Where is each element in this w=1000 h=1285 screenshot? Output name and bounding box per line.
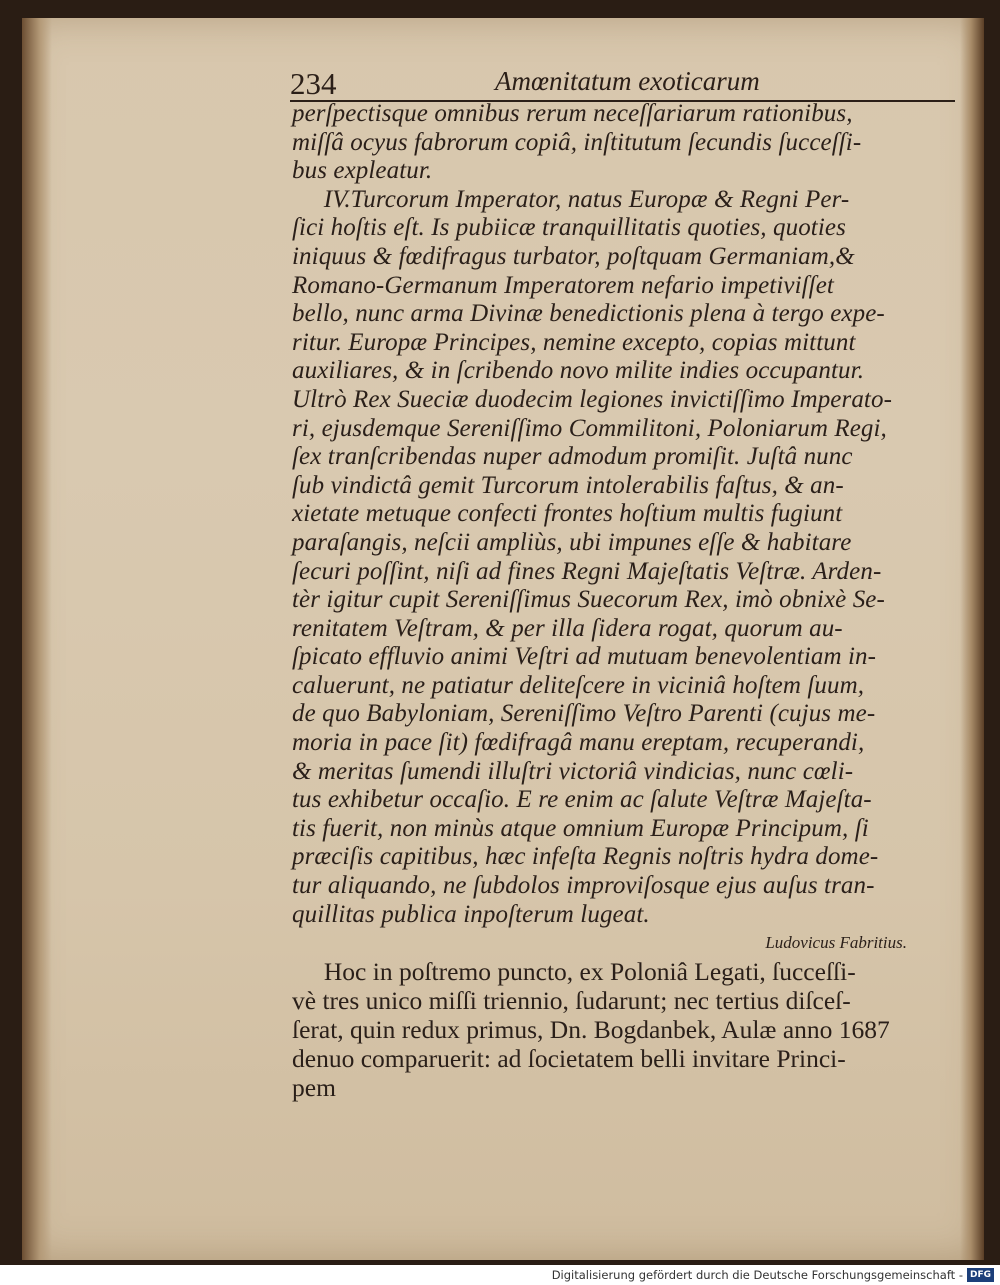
text-line: Hoc in poſtremo puncto, ex Poloniâ Legati, ſucceſſi- bbox=[292, 957, 856, 987]
text-line: moria in pace ſit) fœdifragâ manu ereptam, recuperandi, bbox=[292, 729, 865, 757]
text-line: pem bbox=[292, 1073, 336, 1103]
text-line: ritur. Europæ Principes, nemine excepto, copias mittunt bbox=[292, 328, 856, 356]
text-line: auxiliares, & in ſcribendo novo milite indies occupantur. bbox=[292, 357, 865, 385]
text-line: ri, ejusdemque Sereniſſimo Commilitoni, Poloniarum Regi, bbox=[292, 414, 887, 442]
letter-text bbox=[292, 100, 957, 929]
text-line: de quo Babyloniam, Sereniſſimo Veſtro Parenti (cujus me- bbox=[292, 700, 876, 728]
text-line: ſex tranſcribendas nuper admodum promiſit. Juſtâ nunc bbox=[292, 443, 853, 471]
footer-credit bbox=[552, 1267, 994, 1283]
signature: Ludovicus Fabritius. bbox=[765, 933, 907, 953]
text-line: miſſâ ocyus fabrorum copiâ, inſtitutum ſecundis ſucceſſi- bbox=[292, 128, 862, 156]
text-line: ſici hoſtis eſt. Is pubiicæ tranquillitatis quoties, quoties bbox=[292, 214, 846, 242]
text-line: ſerat, quin redux primus, Dn. Bogdanbek, Aulæ anno 1687 bbox=[292, 1015, 890, 1045]
text-line: bello, nunc arma Divinæ benedictionis plena à tergo expe- bbox=[292, 300, 885, 328]
text-line: paraſangis, neſcii ampliùs, ubi impunes eſſe & habitare bbox=[292, 528, 852, 556]
text-line: perſpectisque omnibus rerum neceſſariarum rationibus, bbox=[292, 100, 853, 127]
narrative-text bbox=[292, 957, 957, 1102]
body-text bbox=[292, 100, 957, 1102]
footer-credit-text: Digitalisierung gefördert durch die Deutsche Forschungsgemeinschaft - bbox=[551, 1268, 963, 1282]
text-line: ſub vindictâ gemit Turcorum intolerabilis faſtus, & an- bbox=[292, 471, 844, 499]
text-line: iniquus & fœdifragus turbator, poſtquam Germaniam,& bbox=[292, 242, 855, 270]
page-left-edge bbox=[22, 18, 52, 1260]
page-header bbox=[290, 56, 955, 102]
text-line: ſecuri poſſint, niſi ad fines Regni Majeſtatis Veſtræ. Arden- bbox=[292, 557, 882, 585]
text-line: Romano-Germanum Imperatorem nefario impetiviſſet bbox=[292, 271, 834, 299]
text-line: renitatem Veſtram, & per illa ſidera rogat, quorum au- bbox=[292, 614, 843, 642]
text-line: & meritas ſumendi illuſtri victoriâ vindicias, nunc cœli- bbox=[292, 757, 854, 785]
text-line: quillitas publica inpoſterum lugeat. bbox=[292, 900, 650, 928]
dfg-logo: DFG bbox=[967, 1268, 994, 1282]
page-right-edge bbox=[960, 18, 984, 1260]
text-line: vè tres unico miſſi triennio, ſudarunt; nec tertius diſceſ- bbox=[292, 986, 851, 1016]
running-title: Amœnitatum exoticarum bbox=[495, 66, 760, 96]
text-line: tis fuerit, non minùs atque omnium Europæ Principum, ſi bbox=[292, 814, 869, 842]
text-line: Ultrò Rex Sueciæ duodecim legiones invictiſſimo Imperato- bbox=[292, 385, 892, 413]
text-line: xietate metuque confecti frontes hoſtium multis fugiunt bbox=[292, 500, 843, 528]
text-line: bus expleatur. bbox=[292, 157, 433, 185]
text-line: denuo comparuerit: ad ſocietatem belli invitare Princi- bbox=[292, 1044, 846, 1074]
text-line: caluerunt, ne patiatur deliteſcere in viciniâ hoſtem ſuum, bbox=[292, 671, 865, 699]
page-number: 234 bbox=[290, 66, 337, 101]
text-line: ſpicato effluvio animi Veſtri ad mutuam benevolentiam in- bbox=[292, 643, 877, 671]
text-line: præciſis capitibus, hæc infeſta Regnis noſtris hydra dome- bbox=[292, 843, 879, 871]
text-line: tus exhibetur occaſio. E re enim ac ſalute Veſtræ Majeſta- bbox=[292, 786, 872, 814]
text-line: tur aliquando, ne ſubdolos improviſosque ejus auſus tran- bbox=[292, 872, 875, 900]
text-line: IV.Turcorum Imperator, natus Europæ & Regni Per- bbox=[292, 185, 850, 213]
text-line: tèr igitur cupit Sereniſſimus Suecorum Rex, imò obnixè Se- bbox=[292, 586, 885, 614]
